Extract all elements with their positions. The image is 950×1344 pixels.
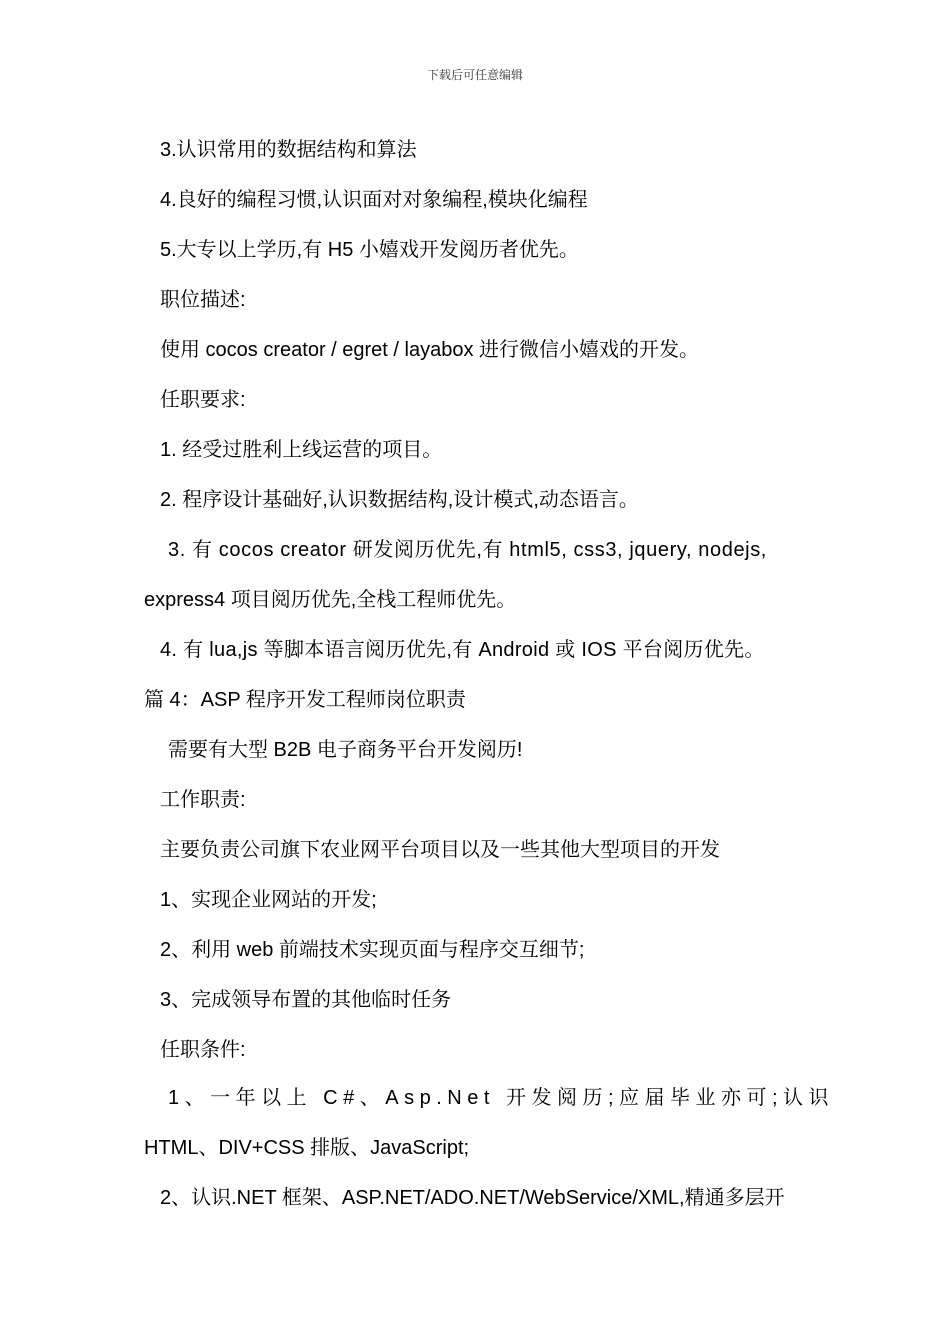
text-line: 1、一年以上 C#、Asp.Net 开发阅历;应届毕业亦可;认识 bbox=[168, 1087, 835, 1109]
text-line: 4.良好的编程习惯,认识面对对象编程,模块化编程 bbox=[160, 189, 588, 211]
text-line: 任职要求: bbox=[160, 389, 246, 411]
text-line: 1、实现企业网站的开发; bbox=[160, 889, 377, 911]
text-line: 工作职责: bbox=[160, 789, 246, 811]
page-header: 下载后可任意编辑 bbox=[426, 68, 523, 82]
text-line: 2、利用 web 前端技术实现页面与程序交互细节; bbox=[160, 939, 585, 961]
text-line: 3、完成领导布置的其他临时任务 bbox=[160, 989, 452, 1011]
text-line: 任职条件: bbox=[160, 1039, 246, 1061]
text-line: 5.大专以上学历,有 H5 小嬉戏开发阅历者优先。 bbox=[160, 239, 579, 261]
text-line: 2、认识.NET 框架、ASP.NET/ADO.NET/WebService/XML,精通多层开 bbox=[160, 1187, 785, 1209]
text-line: 职位描述: bbox=[160, 289, 246, 311]
text-line: HTML、DIV+CSS 排版、JavaScript; bbox=[144, 1137, 470, 1159]
text-line: 使用 cocos creator / egret / layabox 进行微信小嬉戏的开发。 bbox=[160, 339, 700, 361]
text-line: 主要负责公司旗下农业网平台项目以及一些其他大型项目的开发 bbox=[160, 839, 720, 861]
text-line: 需要有大型 B2B 电子商务平台开发阅历! bbox=[168, 739, 523, 761]
text-line: 4. 有 lua,js 等脚本语言阅历优先,有 Android 或 IOS 平台阅历优先。 bbox=[160, 639, 765, 661]
section-heading: 篇 4：ASP 程序开发工程师岗位职责 bbox=[144, 689, 466, 711]
text-line: 3.认识常用的数据结构和算法 bbox=[160, 139, 417, 161]
text-line: 2. 程序设计基础好,认识数据结构,设计模式,动态语言。 bbox=[160, 489, 639, 511]
text-line: express4 项目阅历优先,全栈工程师优先。 bbox=[144, 589, 517, 611]
text-line: 3. 有 cocos creator 研发阅历优先,有 html5, css3, jquery, nodejs, bbox=[168, 539, 767, 561]
text-line: 1. 经受过胜利上线运营的项目。 bbox=[160, 439, 443, 461]
